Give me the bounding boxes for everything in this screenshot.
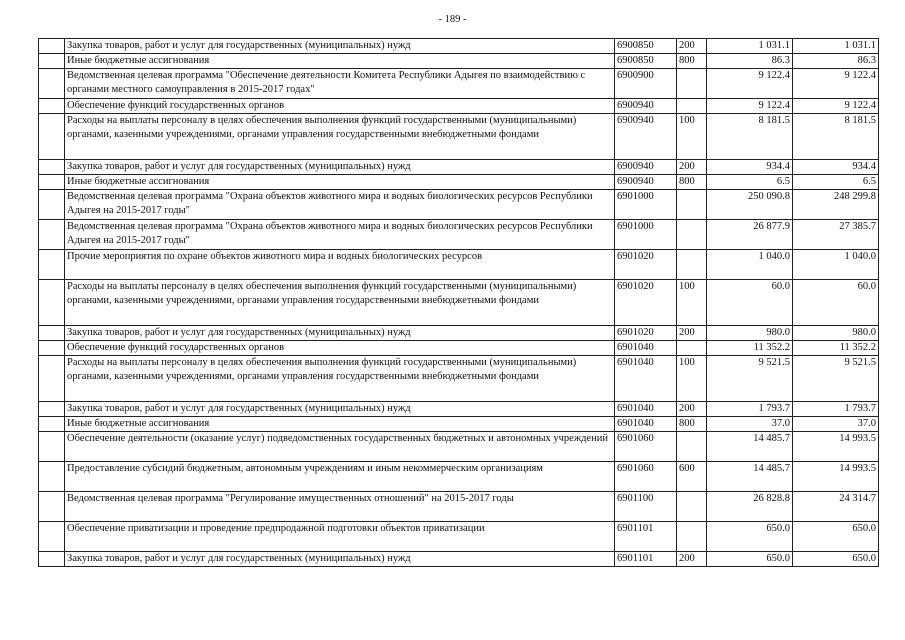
target-code-cell: 6900900 xyxy=(615,69,677,99)
item-name-cell: Обеспечение функций государственных органов xyxy=(65,99,615,114)
row-number-cell xyxy=(39,69,65,99)
amount-2015-cell: 9 122.4 xyxy=(707,99,793,114)
row-number-cell xyxy=(39,160,65,175)
item-name-cell: Ведомственная целевая программа "Охрана объектов животного мира и водных биологических ресурсов Республики Адыгея на 2015-2017 годы" xyxy=(65,220,615,250)
amount-2016-cell: 1 040.0 xyxy=(793,250,879,280)
budget-table xyxy=(38,38,879,567)
amount-2015-cell: 650.0 xyxy=(707,522,793,552)
row-number-cell xyxy=(39,522,65,552)
item-name-cell: Ведомственная целевая программа "Охрана объектов животного мира и водных биологических ресурсов Республики Адыгея на 2015-2017 годы" xyxy=(65,190,615,220)
expense-type-cell xyxy=(677,190,707,220)
item-name-cell: Закупка товаров, работ и услуг для государственных (муниципальных) нужд xyxy=(65,552,615,567)
amount-2015-cell: 980.0 xyxy=(707,326,793,341)
row-number-cell xyxy=(39,99,65,114)
expense-type-cell xyxy=(677,99,707,114)
amount-2015-cell: 6.5 xyxy=(707,175,793,190)
table-row xyxy=(39,417,879,432)
item-name-cell: Закупка товаров, работ и услуг для государственных (муниципальных) нужд xyxy=(65,402,615,417)
target-code-cell: 6901040 xyxy=(615,402,677,417)
row-number-cell xyxy=(39,220,65,250)
item-name-cell: Обеспечение функций государственных органов xyxy=(65,341,615,356)
page-number: - 189 - xyxy=(438,14,467,25)
target-code-cell: 6900940 xyxy=(615,160,677,175)
amount-2016-cell: 650.0 xyxy=(793,522,879,552)
expense-type-cell: 800 xyxy=(677,54,707,69)
amount-2016-cell: 6.5 xyxy=(793,175,879,190)
amount-2016-cell: 14 993.5 xyxy=(793,462,879,492)
expense-type-cell xyxy=(677,341,707,356)
table-row xyxy=(39,356,879,402)
row-number-cell xyxy=(39,175,65,190)
row-number-cell xyxy=(39,462,65,492)
row-number-cell xyxy=(39,190,65,220)
amount-2016-cell: 37.0 xyxy=(793,417,879,432)
target-code-cell: 6901020 xyxy=(615,280,677,326)
expense-type-cell: 600 xyxy=(677,462,707,492)
amount-2016-cell: 1 793.7 xyxy=(793,402,879,417)
table-row xyxy=(39,326,879,341)
target-code-cell: 6901101 xyxy=(615,552,677,567)
table-row xyxy=(39,250,879,280)
target-code-cell: 6900940 xyxy=(615,114,677,160)
expense-type-cell: 200 xyxy=(677,552,707,567)
target-code-cell: 6901060 xyxy=(615,432,677,462)
item-name-cell: Иные бюджетные ассигнования xyxy=(65,417,615,432)
row-number-cell xyxy=(39,39,65,54)
expense-type-cell: 100 xyxy=(677,356,707,402)
target-code-cell: 6901020 xyxy=(615,326,677,341)
amount-2015-cell: 14 485.7 xyxy=(707,432,793,462)
table-row xyxy=(39,280,879,326)
expense-type-cell xyxy=(677,522,707,552)
amount-2015-cell: 11 352.2 xyxy=(707,341,793,356)
item-name-cell: Обеспечение приватизации и проведение предпродажной подготовки объектов приватизации xyxy=(65,522,615,552)
target-code-cell: 6901060 xyxy=(615,462,677,492)
item-name-cell: Закупка товаров, работ и услуг для государственных (муниципальных) нужд xyxy=(65,39,615,54)
table-row xyxy=(39,522,879,552)
amount-2015-cell: 9 521.5 xyxy=(707,356,793,402)
amount-2016-cell: 86.3 xyxy=(793,54,879,69)
row-number-cell xyxy=(39,326,65,341)
amount-2015-cell: 26 877.9 xyxy=(707,220,793,250)
target-code-cell: 6901000 xyxy=(615,190,677,220)
table-row xyxy=(39,220,879,250)
table-row xyxy=(39,492,879,522)
target-code-cell: 6901040 xyxy=(615,356,677,402)
amount-2015-cell: 8 181.5 xyxy=(707,114,793,160)
amount-2015-cell: 650.0 xyxy=(707,552,793,567)
amount-2016-cell: 248 299.8 xyxy=(793,190,879,220)
amount-2016-cell: 11 352.2 xyxy=(793,341,879,356)
row-number-cell xyxy=(39,356,65,402)
target-code-cell: 6900940 xyxy=(615,99,677,114)
expense-type-cell: 200 xyxy=(677,39,707,54)
amount-2016-cell: 9 122.4 xyxy=(793,99,879,114)
item-name-cell: Закупка товаров, работ и услуг для государственных (муниципальных) нужд xyxy=(65,160,615,175)
table-row xyxy=(39,114,879,160)
table-row xyxy=(39,552,879,567)
item-name-cell: Ведомственная целевая программа "Обеспечение деятельности Комитета Республики Адыгея по взаимодействию с органами местного самоуправления в 2015-2017 годах" xyxy=(65,69,615,99)
amount-2016-cell: 9 122.4 xyxy=(793,69,879,99)
amount-2016-cell: 1 031.1 xyxy=(793,39,879,54)
expense-type-cell: 100 xyxy=(677,114,707,160)
item-name-cell: Закупка товаров, работ и услуг для государственных (муниципальных) нужд xyxy=(65,326,615,341)
table-row xyxy=(39,39,879,54)
row-number-cell xyxy=(39,417,65,432)
row-number-cell xyxy=(39,552,65,567)
amount-2015-cell: 60.0 xyxy=(707,280,793,326)
amount-2015-cell: 1 793.7 xyxy=(707,402,793,417)
item-name-cell: Прочие мероприятия по охране объектов животного мира и водных биологических ресурсов xyxy=(65,250,615,280)
item-name-cell: Иные бюджетные ассигнования xyxy=(65,54,615,69)
row-number-cell xyxy=(39,432,65,462)
table-row xyxy=(39,341,879,356)
item-name-cell: Расходы на выплаты персоналу в целях обеспечения выполнения функций государственными (муниципальными) органами, казенными учреждениями, органами управления государственными внебюджетными фондами xyxy=(65,114,615,160)
table-row xyxy=(39,462,879,492)
row-number-cell xyxy=(39,280,65,326)
amount-2015-cell: 14 485.7 xyxy=(707,462,793,492)
expense-type-cell: 800 xyxy=(677,417,707,432)
row-number-cell xyxy=(39,114,65,160)
target-code-cell: 6900940 xyxy=(615,175,677,190)
target-code-cell: 6901000 xyxy=(615,220,677,250)
row-number-cell xyxy=(39,402,65,417)
amount-2015-cell: 1 031.1 xyxy=(707,39,793,54)
item-name-cell: Обеспечение деятельности (оказание услуг) подведомственных государственных бюджетных и автономных учреждений xyxy=(65,432,615,462)
row-number-cell xyxy=(39,341,65,356)
expense-type-cell xyxy=(677,220,707,250)
amount-2015-cell: 934.4 xyxy=(707,160,793,175)
item-name-cell: Ведомственная целевая программа "Регулирование имущественных отношений" на 2015-2017 годы xyxy=(65,492,615,522)
expense-type-cell xyxy=(677,432,707,462)
amount-2016-cell: 650.0 xyxy=(793,552,879,567)
item-name-cell: Расходы на выплаты персоналу в целях обеспечения выполнения функций государственными (муниципальными) органами, казенными учреждениями, органами управления государственными внебюджетными фондами xyxy=(65,280,615,326)
target-code-cell: 6901101 xyxy=(615,522,677,552)
table-row xyxy=(39,54,879,69)
amount-2016-cell: 60.0 xyxy=(793,280,879,326)
amount-2015-cell: 250 090.8 xyxy=(707,190,793,220)
amount-2016-cell: 27 385.7 xyxy=(793,220,879,250)
amount-2016-cell: 934.4 xyxy=(793,160,879,175)
table-row xyxy=(39,432,879,462)
expense-type-cell: 100 xyxy=(677,280,707,326)
target-code-cell: 6901020 xyxy=(615,250,677,280)
row-number-cell xyxy=(39,54,65,69)
expense-type-cell xyxy=(677,250,707,280)
amount-2016-cell: 9 521.5 xyxy=(793,356,879,402)
amount-2016-cell: 980.0 xyxy=(793,326,879,341)
expense-type-cell: 200 xyxy=(677,160,707,175)
expense-type-cell xyxy=(677,69,707,99)
amount-2015-cell: 37.0 xyxy=(707,417,793,432)
target-code-cell: 6900850 xyxy=(615,54,677,69)
item-name-cell: Расходы на выплаты персоналу в целях обеспечения выполнения функций государственными (муниципальными) органами, казенными учреждениями, органами управления государственными внебюджетными фондами xyxy=(65,356,615,402)
target-code-cell: 6901040 xyxy=(615,341,677,356)
amount-2016-cell: 8 181.5 xyxy=(793,114,879,160)
target-code-cell: 6900850 xyxy=(615,39,677,54)
amount-2015-cell: 1 040.0 xyxy=(707,250,793,280)
item-name-cell: Предоставление субсидий бюджетным, автономным учреждениям и иным некоммерческим организациям xyxy=(65,462,615,492)
amount-2015-cell: 86.3 xyxy=(707,54,793,69)
amount-2016-cell: 24 314.7 xyxy=(793,492,879,522)
expense-type-cell: 800 xyxy=(677,175,707,190)
expense-type-cell xyxy=(677,492,707,522)
table-row xyxy=(39,190,879,220)
amount-2015-cell: 26 828.8 xyxy=(707,492,793,522)
row-number-cell xyxy=(39,492,65,522)
item-name-cell: Иные бюджетные ассигнования xyxy=(65,175,615,190)
target-code-cell: 6901040 xyxy=(615,417,677,432)
expense-type-cell: 200 xyxy=(677,326,707,341)
table-row xyxy=(39,99,879,114)
amount-2015-cell: 9 122.4 xyxy=(707,69,793,99)
target-code-cell: 6901100 xyxy=(615,492,677,522)
table-row xyxy=(39,175,879,190)
row-number-cell xyxy=(39,250,65,280)
amount-2016-cell: 14 993.5 xyxy=(793,432,879,462)
table-row xyxy=(39,160,879,175)
table-row xyxy=(39,69,879,99)
table-row xyxy=(39,402,879,417)
expense-type-cell: 200 xyxy=(677,402,707,417)
